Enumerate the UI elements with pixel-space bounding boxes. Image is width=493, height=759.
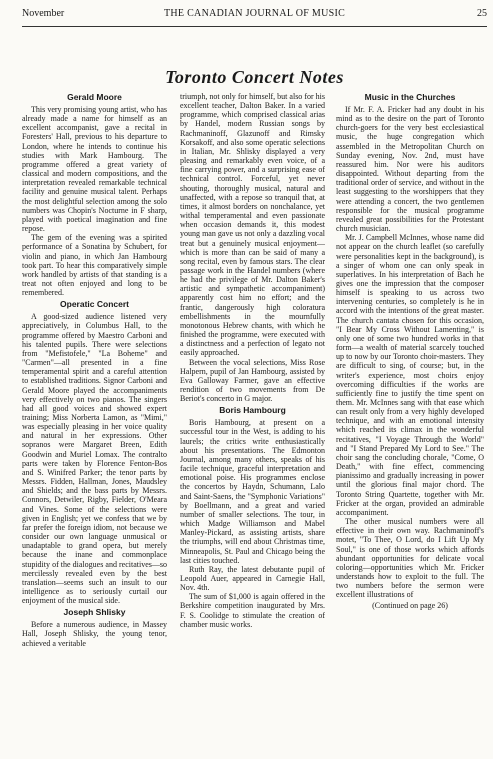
- section-heading-music-in-churches: Music in the Churches: [364, 92, 456, 102]
- paragraph: Boris Hambourg, at present on a successful tour in the West, is adding to his laurels; the critics write enthusiastically about his presentations. The Edmonton Journal, among many others, speaks of his facile technique, graceful interpretation and emotional poise. His programmes enclose the concertos by Haydn, Schumann, Lalo and Saint-Saens, the "Symphonic Variations" by Boellmann, and a great and varied number of smaller selections. The tour, in which Madge Williamson and Mabel Manley-Pickard, as assisting artists, share the triumphs, will end about Christmas time, Minneapolis, St. Paul and Chicago being the last cities touched.: [180, 418, 325, 565]
- paragraph: triumph, not only for himself, but also for his excellent teacher, Dalton Baker. In a varied programme, which comprised classical arias by Handel, modern Russian songs by Rachmaninoff, Glazunoff and Rimsky Korsakoff, and also some operatic selections in Italian, Mr. Shlisky displayed a very pleasing and remarkably even voice, of a fine carrying power, and a surprising ease of technical control. Forceful, yet never shouting, thoroughly musical, natural and unaffected, with a repose so tranquil that, at times, it almost borders on nonchalance, yet withal temperamental and even passionate when occasion demands it, this modest young man gave us not only a dazzling vocal treat but a genuinely musical enjoyment—which is more than can be said of many a song recital, even by famous stars. The clear passage work in the Handel numbers (where he had the privilege of Mr. Dalton Baker's artistic and sympathetic accompaniment) apparently cost him no effort; and the frantic, dangerously high coloratura embellishments in the mournfully monotonous Hebrew chants, with which he finished the programme, were executed with a distinctness and a perfection of legato not easily approached.: [180, 92, 325, 358]
- paragraph: Ruth Ray, the latest debutante pupil of Leopold Auer, appeared in Carnegie Hall, Nov. 4th.: [180, 564, 325, 593]
- paragraph: If Mr. F. A. Fricker had any doubt in his mind as to the desire on the part of Toronto church-goers for the very best ecclesiastical music, the huge congregation which assembled in the Metropolitan Church on Sunday evening, Nov. 2nd, must have reassured him. Nor were his auditors disappointed. Without departing from the traditional order of service, and without in the least suggesting to the worshippers that they were attending a concert, the two gentlemen responsible for the musical programme revealed great possibilities for the Protestant church musician.: [336, 105, 484, 234]
- paragraph: Before a numerous audience, in Massey Hall, Joseph Shlisky, the young tenor, achieved a veritable: [22, 620, 167, 648]
- header-rule: [22, 26, 487, 27]
- continued-note: (Continued on page 26): [372, 601, 448, 611]
- page-number: 25: [477, 8, 487, 19]
- issue-month: November: [22, 8, 65, 19]
- paragraph: The other musical numbers were all effective in their own way. Rachmaninoff's motet, "To Thee, O Lord, do I Lift Up My Soul," is one of those works which affords abundant opportunities for delicate vocal coloring—opportunities which Mr. Fricker understands how to exploit to the full. The two numbers before the sermon were excellent illustrations of: [336, 517, 484, 600]
- paragraph: Between the vocal selections, Miss Rose Halpern, pupil of Jan Hambourg, assisted by Eva Galloway Farmer, gave an effective rendition of two movements from De Beriot's concerto in G major.: [180, 357, 325, 404]
- section-heading-operatic-concert: Operatic Concert: [60, 299, 129, 310]
- section-heading-gerald-moore: Gerald Moore: [67, 92, 122, 102]
- paragraph: The gem of the evening was a spirited performance of a Sonatina by Schubert, for violin and piano, in which Jan Hambourg took part. To hear this comparatively simple work handled by artists of that standing is a treat not often enjoyed and long to be remembered.: [22, 233, 167, 298]
- paragraph: The sum of $1,000 is again offered in the Berkshire competition inaugurated by Mrs. F. S. Coolidge to stimulate the creation of chamber music works.: [180, 592, 325, 629]
- running-header: [22, 8, 487, 22]
- column-1: [22, 92, 167, 732]
- section-heading-boris-hambourg: Boris Hambourg: [219, 405, 286, 416]
- column-3: [336, 92, 484, 732]
- paragraph: This very promising young artist, who has already made a name for himself as an excellent accompanist, gave a recital in Foresters' Hall, previous to his departure to London, where he intends to continue his studies with Mark Hambourg. The programme offered a great variety of classical and modern compositions, and the interpretation revealed remarkable technical facility and genuine musical talent. Perhaps the most delightful selection among the solo numbers was Chopin's Nocturne in F sharp, played with poetical imagination and fine repose.: [22, 105, 167, 234]
- section-heading-joseph-shlisky: Joseph Shlisky: [63, 607, 126, 618]
- journal-name: THE CANADIAN JOURNAL OF MUSIC: [163, 8, 346, 19]
- paragraph: A good-sized audience listened very appreciatively, in Columbus Hall, to the programme offered by Maestro Carboni and his talented pupils. There were selections from "Mefistofele," "La Boheme" and "Carmen"—all presented in a fine temperamental spirit and a careful attention to established traditions. Signor Carboni and Gerald Moore played the accompaniments very effectively on two pianos. The singers had all good voices and showed expert training; Miss Norberta Lamon, as "Mimi," was especially pleasing in her voice quality and natural in her expressions. Other sopranos were Margaret Breen, Edith Goodwin and Muriel Lomax. The contralto parts were taken by Florence Fenton-Bos and S. Winifred Parker; the tenor parts by Messrs. Fidden, Hallman, Jones, Maudsley and Shields; and the bass parts by Messrs. Connors, Detwiler, Rigby, Fielder, O'Meara and Vines. Some of the selections were given in English; yet we confess that we by far prefer the foreign idiom, not because we consider our own language unmusical or unadaptable to grand opera, but merely because the inane and commonplace stupidity of the dialogues and recitatives—so mercilessly revealed even by the best translation—seems such an insult to our intelligence as to seriously curtail our enjoyment of the musical side.: [22, 312, 167, 606]
- article-title: Toronto Concert Notes: [165, 67, 344, 87]
- column-2: [180, 92, 325, 732]
- paragraph: Mr. J. Campbell McInnes, whose name did not appear on the church leaflet (so carefully were personalities kept in the background), is a singer of whom one can only speak in superlatives. In his interpretation of Bach he gives one the impression that the composer himself is speaking to us across two intervening centuries, so completely is he in accord with the intentions of the great master. The church cantata chosen for this occasion, "I Bear My Cross Without Lamenting," is only one of some two hundred works in that form—a wealth of material scarcely touched up to now by our Toronto choir-masters. They are difficult to sing, of course; but, in the writer's experience, most choirs enjoy overcoming difficulties if the works are sufficiently fine to justify the time spent on them. Mr. McInnes sang with that ease which can result only from a very highly developed technique, and with an emotional intensity which reached its climax in the wonderful recitatives, "I Voyage Through the World" and "I Stand Prepared My Lord to See." The choir sang the concluding chorale, "Come, O Death," with fine effect, commencing pianissimo and gradually increasing in power until the glorious final major chord. The Toronto String Quartette, together with Mr. Fricker at the organ, provided an admirable accompaniment.: [336, 233, 484, 517]
